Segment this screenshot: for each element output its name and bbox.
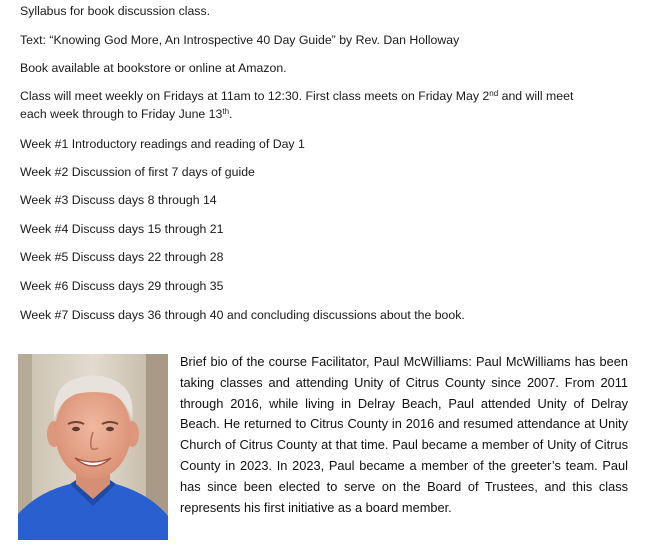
schedule-text-2: and will meet each week through to Friday June 13: [20, 89, 574, 121]
week-5-item: Week #5 Discuss days 22 through 28: [20, 250, 224, 264]
book-availability: Book available at bookstore or online at Amazon.: [20, 61, 287, 75]
schedule-paragraph: [20, 87, 590, 123]
week-2-item: Week #2 Discussion of first 7 days of guide: [20, 165, 255, 179]
facilitator-portrait-icon: [18, 354, 168, 540]
week-3-item: Week #3 Discuss days 8 through 14: [20, 193, 217, 207]
week-6-item: Week #6 Discuss days 29 through 35: [20, 279, 224, 293]
week-1-item: Week #1 Introductory readings and reading of Day 1: [20, 137, 305, 151]
schedule-sup-nd: nd: [489, 89, 499, 98]
week-4-item: Week #4 Discuss days 15 through 21: [20, 222, 224, 236]
week-7-item: Week #7 Discuss days 36 through 40 and concluding discussions about the book.: [20, 308, 465, 322]
facilitator-bio: Brief bio of the course Facilitator, Paul McWilliams: Paul McWilliams has been taking classes and attending Unity of Citrus County since 2007. From 2011 through 2016, while living in Delray Beach, Paul attended Unity of Delray Beach. He returned to Citrus County in 2016 and resumed attendance at Unity Church of Citrus County at that time. Paul became a member of Unity of Citrus County in 2023. In 2023, Paul became a member of the greeter’s team. Paul has since been elected to serve on the Board of Trustees, and this class represents his first initiative as a board member.: [180, 354, 628, 515]
schedule-text-1: Class will meet weekly on Fridays at 11am to 12:30. First class meets on Friday May 2: [20, 89, 490, 103]
schedule-text-3: .: [229, 107, 233, 121]
book-title-line: Text: “Knowing God More, An Introspective 40 Day Guide” by Rev. Dan Holloway: [20, 33, 460, 47]
syllabus-heading: Syllabus for book discussion class.: [20, 4, 211, 18]
schedule-sup-th: th: [222, 107, 230, 116]
facilitator-photo: [18, 354, 168, 540]
